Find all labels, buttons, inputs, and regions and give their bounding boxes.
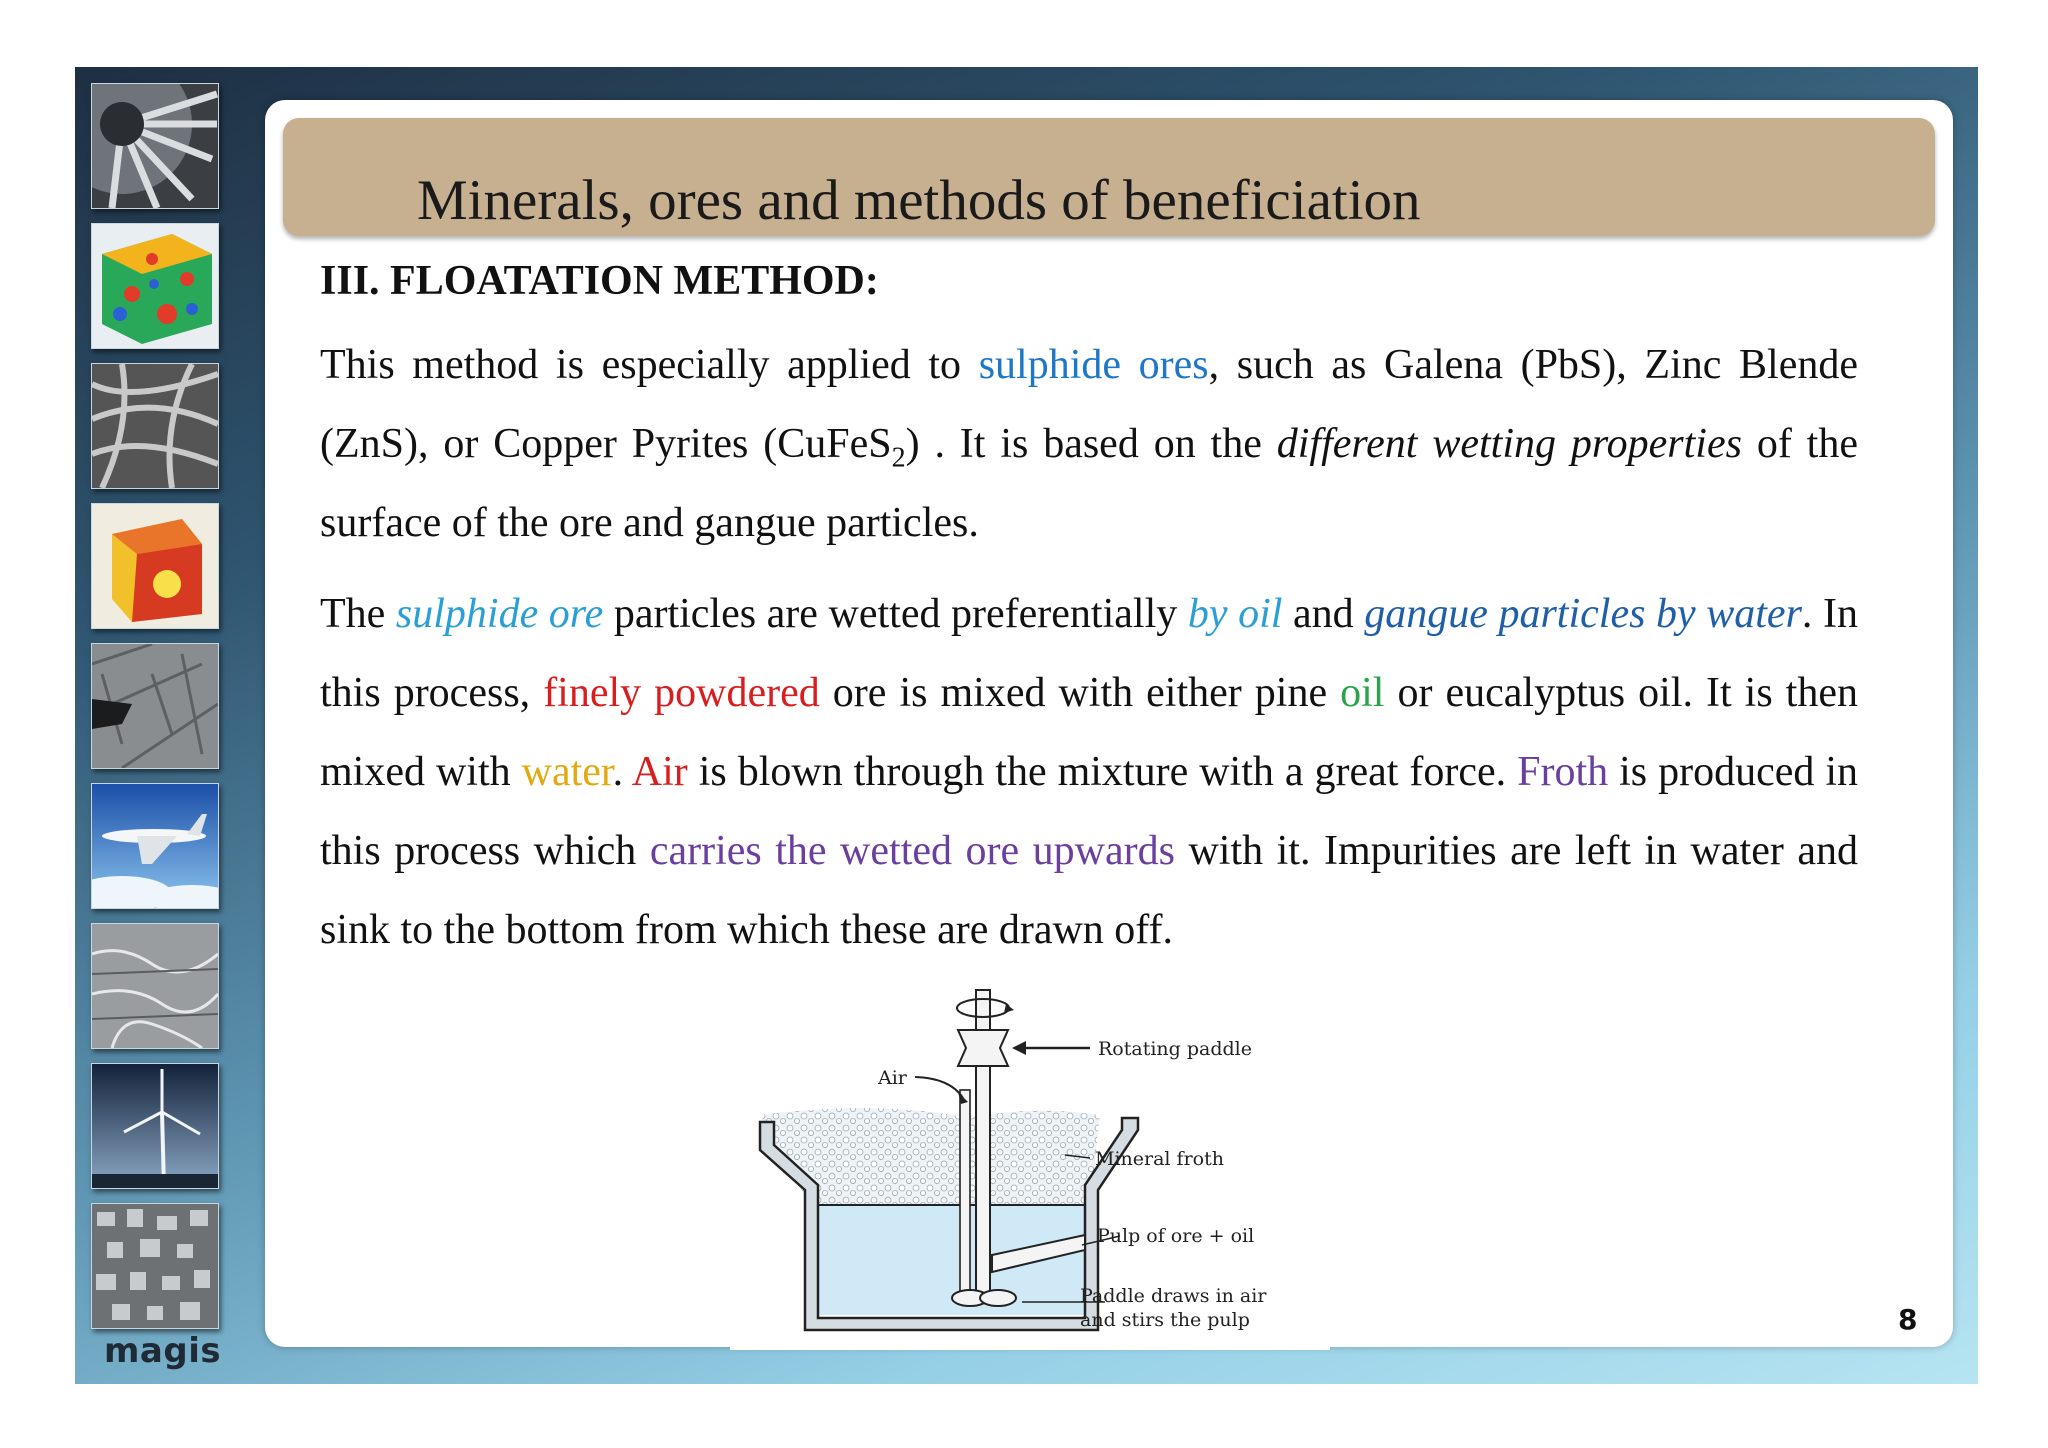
text-span: is produced in this process which xyxy=(320,749,1859,874)
airplane-icon xyxy=(91,783,219,909)
highlight-gangue-water: gangue particles by water xyxy=(1364,591,1802,637)
label-rotating-paddle: Rotating paddle xyxy=(1098,1038,1252,1060)
highlight-air: Air xyxy=(631,749,688,795)
title-bar xyxy=(283,118,1935,236)
froth-floatation-diagram xyxy=(730,980,1330,1350)
highlight-by-oil: by oil xyxy=(1187,591,1283,637)
page-number: 8 xyxy=(1898,1303,1918,1336)
text-span: is blown through the mixture with a great force. xyxy=(687,749,1518,795)
highlight-finely-powdered: finely powdered xyxy=(543,670,820,716)
text-span: The xyxy=(320,591,396,637)
paragraph-1 xyxy=(320,326,1858,563)
text-span: and xyxy=(1282,591,1365,637)
emphasis-wetting-properties: different wetting properties xyxy=(1276,421,1742,467)
paragraph-2 xyxy=(320,575,1858,970)
highlight-sulphide-ores: sulphide ores xyxy=(978,342,1209,388)
content-panel xyxy=(265,100,1953,1347)
wind-turbine-icon xyxy=(91,1063,219,1189)
fiber-micrograph-icon xyxy=(91,363,219,489)
subscript: 2 xyxy=(891,442,906,474)
text-span: This method is especially applied to xyxy=(320,342,979,388)
highlight-oil: oil xyxy=(1340,670,1385,716)
cube-stress-icon xyxy=(91,503,219,629)
text-span: with it. Impurities are left in water and sink to the bottom from which these are drawn off. xyxy=(320,828,1858,953)
fracture-surface-icon xyxy=(91,923,219,1049)
label-paddle-draws-1: Paddle draws in air xyxy=(1080,1285,1267,1307)
text-span: particles are wetted preferentially xyxy=(603,591,1188,637)
text-span: ore is mixed with either pine xyxy=(819,670,1341,716)
highlight-carries-ore: carries the wetted ore upwards xyxy=(649,828,1175,874)
text-span: or eucalyptus oil. It is then mixed with xyxy=(320,670,1858,795)
simulation-block-icon xyxy=(91,223,219,349)
turbine-icon xyxy=(91,83,219,209)
highlight-sulphide-ore: sulphide ore xyxy=(395,591,604,637)
label-pulp: Pulp of ore + oil xyxy=(1097,1225,1255,1247)
highlight-froth: Froth xyxy=(1517,749,1609,795)
microstructure-icon xyxy=(91,643,219,769)
label-paddle-draws-2: and stirs the pulp xyxy=(1080,1309,1250,1331)
text-span: of the surface of the ore and gangue particles. xyxy=(320,421,1858,546)
text-span: ) . It is based on the xyxy=(905,421,1277,467)
slide-background xyxy=(75,67,1978,1384)
brand-logo: magis xyxy=(104,1331,222,1371)
label-mineral-froth: Mineral froth xyxy=(1095,1148,1224,1170)
label-air: Air xyxy=(878,1067,907,1089)
text-span: . In this process, xyxy=(320,591,1858,716)
grain-micrograph-icon xyxy=(91,1203,219,1329)
text-span: . xyxy=(612,749,632,795)
highlight-water: water xyxy=(521,749,613,795)
slide-title: Minerals, ores and methods of beneficiation xyxy=(417,169,1421,232)
text-span: , such as Galena (PbS), Zinc Blende (ZnS), or Copper Pyrites (CuFeS xyxy=(320,342,1858,467)
section-heading: III. FLOATATION METHOD: xyxy=(320,258,879,304)
